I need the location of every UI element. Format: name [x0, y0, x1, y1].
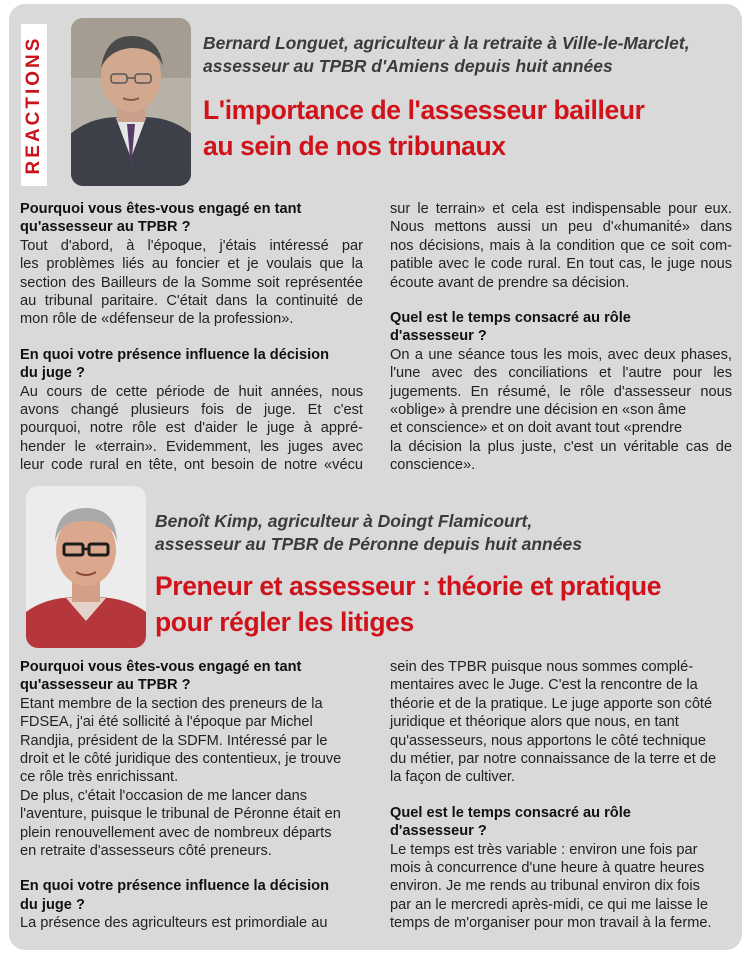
byline-1-line-1: Bernard Longuet, agriculteur à la retraite à Ville-le-Marclet, — [203, 33, 690, 53]
article-page — [9, 4, 742, 950]
byline-2 — [155, 510, 582, 556]
headline-1 — [203, 92, 645, 164]
headline-2-line-1: Preneur et assesseur : théorie et pratique — [155, 571, 662, 601]
section-label: REACTIONS — [23, 35, 44, 175]
question: En quoi votre présence influence la décision du juge ? — [20, 878, 329, 913]
answer: La présence des agriculteurs est primordiale au — [20, 915, 328, 932]
question: En quoi votre présence influence la décision du juge ? — [20, 346, 329, 382]
answer: Le temps est très variable : environ une fois par mois à concurrence d'une heure à quatre heures environ. Je me rends au tribunal environ dix fois par an le mercredi après-midi, ce qui me laisse le temps de m'organiser pour mon travail à la ferme. — [390, 841, 712, 932]
question: Pourquoi vous êtes-vous engagé en tant qu'assesseur au TPBR ? — [20, 201, 302, 236]
article-1-right-column — [390, 200, 732, 475]
headline-1-line-2: au sein de nos tribunaux — [203, 131, 506, 161]
headline-1-line-1: L'importance de l'assesseur bailleur — [203, 95, 645, 125]
article-2-left-column — [20, 658, 363, 933]
byline-1-line-2: assesseur au TPBR d'Amiens depuis huit années — [203, 56, 613, 76]
portrait-bernard-longuet — [71, 18, 191, 186]
answer: sein des TPBR puisque nous sommes complé- mentaires avec le Juge. C'est la rencontre de la théorie et de la pratique. Le juge apporte son côté juridique et théorique alors que nous, en tant qu'assesseurs, nous apportons le côté technique du métier, par notre connaissance de la terre et de la façon de cultiver. — [390, 659, 717, 786]
question: Quel est le temps consacré au rôle d'assesseur ? — [390, 310, 631, 345]
portrait-benoit-kimp — [26, 486, 146, 648]
answer: Etant membre de la section des preneurs de la FDSEA, j'ai été sollicité à l'époque par Michel Randjia, président de la SDFM. Intéressé par le droit et le côté juridique des contentieux, je trouve ce rôle très enrichissant. De plus, c'était l'occasion de me lancer dans l'aventure, puisque le tribunal de Péronne était en plein renouvellement avec de nombreux départs en retraite d'assesseurs côté preneurs. — [20, 695, 342, 860]
byline-2-line-1: Benoît Kimp, agriculteur à Doingt Flamicourt, — [155, 511, 533, 531]
answer: Tout d'abord, à l'époque, j'étais intéressé par les problèmes liés au foncier et je voulais que la section des Bailleurs de la Somme soit représentée au tribunal paritaire. C'était dans la continuité de mon rôle de «défenseur de la profession». — [20, 237, 363, 328]
headline-2-line-2: pour régler les litiges — [155, 607, 414, 637]
byline-2-line-2: assesseur au TPBR de Péronne depuis huit années — [155, 534, 582, 554]
answer: Au cours de cette période de huit années, nous avons changé plusieurs fois de juge. Et c'est pourquoi, notre rôle est d'aider le juge à appré- hender le «terrain». Evidemment, les juges avec leur code rural en tête, ont besoin de notre «vécu — [20, 383, 363, 474]
answer: On a une séance tous les mois, avec deux phases, l'une avec des conciliations et l'autre pour les jugements. En résumé, le rôle d'assesseur nous «oblige» à prendre une décision en «son âme et conscience» et on doit avant tout «prendre la décision la plus juste, c'est un véritable cas de conscience». — [390, 346, 732, 474]
headline-2 — [155, 568, 661, 640]
question: Quel est le temps consacré au rôle d'assesseur ? — [390, 804, 631, 840]
answer: sur le terrain» et cela est indispensable pour eux. Nous mettons aussi un peu d'«humanité» dans nos décisions, mais à la condition que ce soit com- patible avec le code rural. En tout cas, le juge nous écoute avant de prendre sa décision. — [390, 201, 732, 291]
article-2-right-column — [390, 658, 732, 933]
article-1-left-column — [20, 200, 363, 475]
byline-1 — [203, 32, 690, 78]
section-label-box — [21, 24, 47, 186]
question: Pourquoi vous êtes-vous engagé en tant qu'assesseur au TPBR ? — [20, 659, 302, 694]
